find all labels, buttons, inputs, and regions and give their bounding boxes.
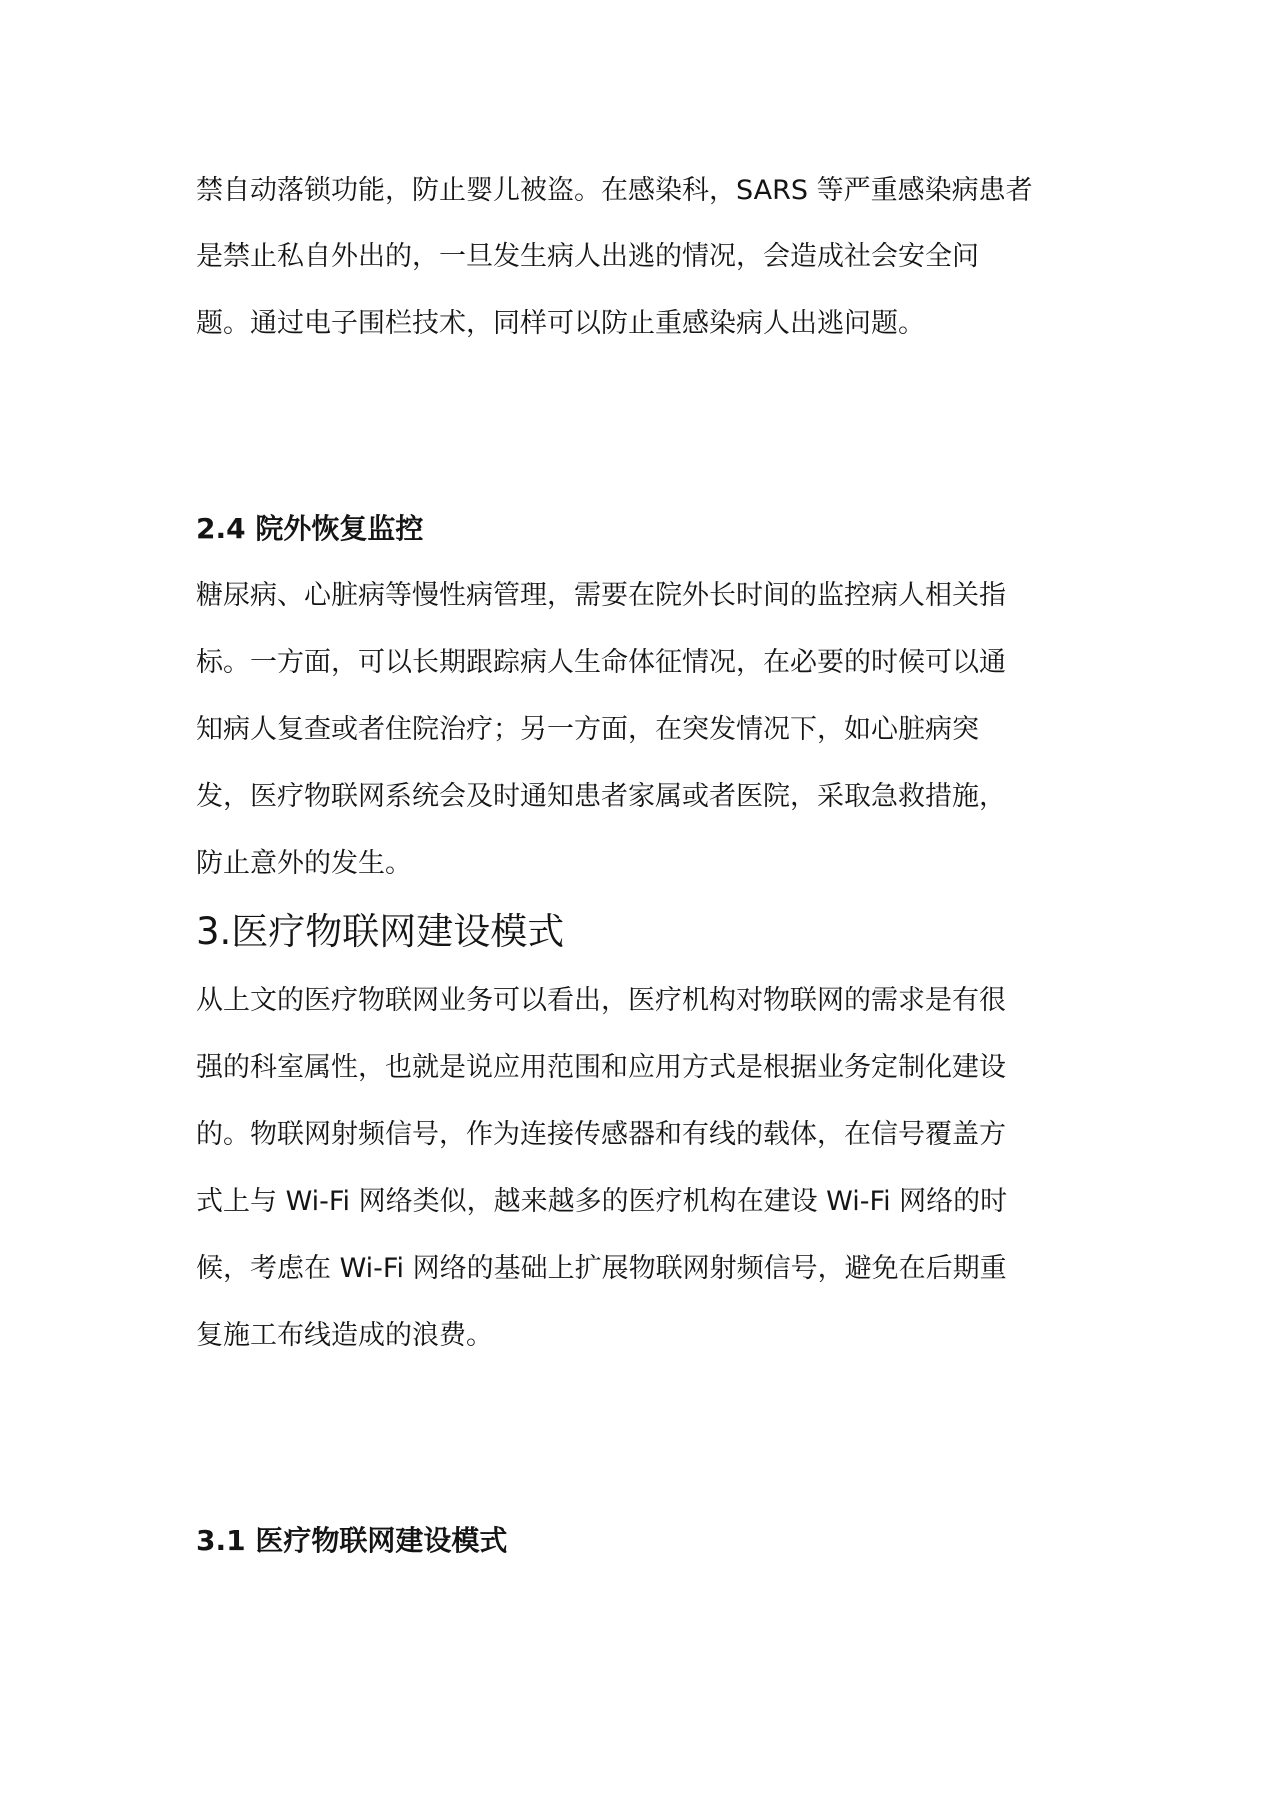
paragraph-line: 是禁止私自外出的，一旦发生病人出逃的情况，会造成社会安全问 [196, 241, 979, 272]
paragraph-line: 糖尿病、心脏病等慢性病管理，需要在院外长时间的监控病人相关指 [196, 580, 1006, 611]
paragraph-line: 知病人复查或者住院治疗；另一方面，在突发情况下，如心脏病突 [196, 714, 979, 745]
paragraph-line: 从上文的医疗物联网业务可以看出，医疗机构对物联网的需求是有很 [196, 985, 1006, 1016]
section-heading-3-1: 3.1 医疗物联网建设模式 [196, 1524, 508, 1557]
paragraph-line: 候，考虑在 Wi-Fi 网络的基础上扩展物联网射频信号，避免在后期重 [196, 1253, 1007, 1284]
paragraph-line: 发，医疗物联网系统会及时通知患者家属或者医院，采取急救措施， [196, 781, 1006, 812]
section-heading-2-4: 2.4 院外恢复监控 [196, 512, 424, 545]
paragraph-line: 标。一方面，可以长期跟踪病人生命体征情况，在必要的时候可以通 [196, 647, 1006, 678]
paragraph-line: 式上与 Wi-Fi 网络类似，越来越多的医疗机构在建设 Wi-Fi 网络的时 [196, 1186, 1008, 1217]
paragraph-line: 禁自动落锁功能，防止婴儿被盗。在感染科，SARS 等严重感染病患者 [196, 175, 1033, 206]
section-heading-3: 3.医疗物联网建设模式 [196, 910, 565, 953]
paragraph-line: 复施工布线造成的浪费。 [196, 1320, 493, 1351]
paragraph-line: 的。物联网射频信号，作为连接传感器和有线的载体，在信号覆盖方 [196, 1119, 1006, 1150]
paragraph-line: 防止意外的发生。 [196, 848, 412, 879]
paragraph-line: 强的科室属性，也就是说应用范围和应用方式是根据业务定制化建设 [196, 1052, 1006, 1083]
paragraph-line: 题。通过电子围栏技术，同样可以防止重感染病人出逃问题。 [196, 308, 925, 339]
